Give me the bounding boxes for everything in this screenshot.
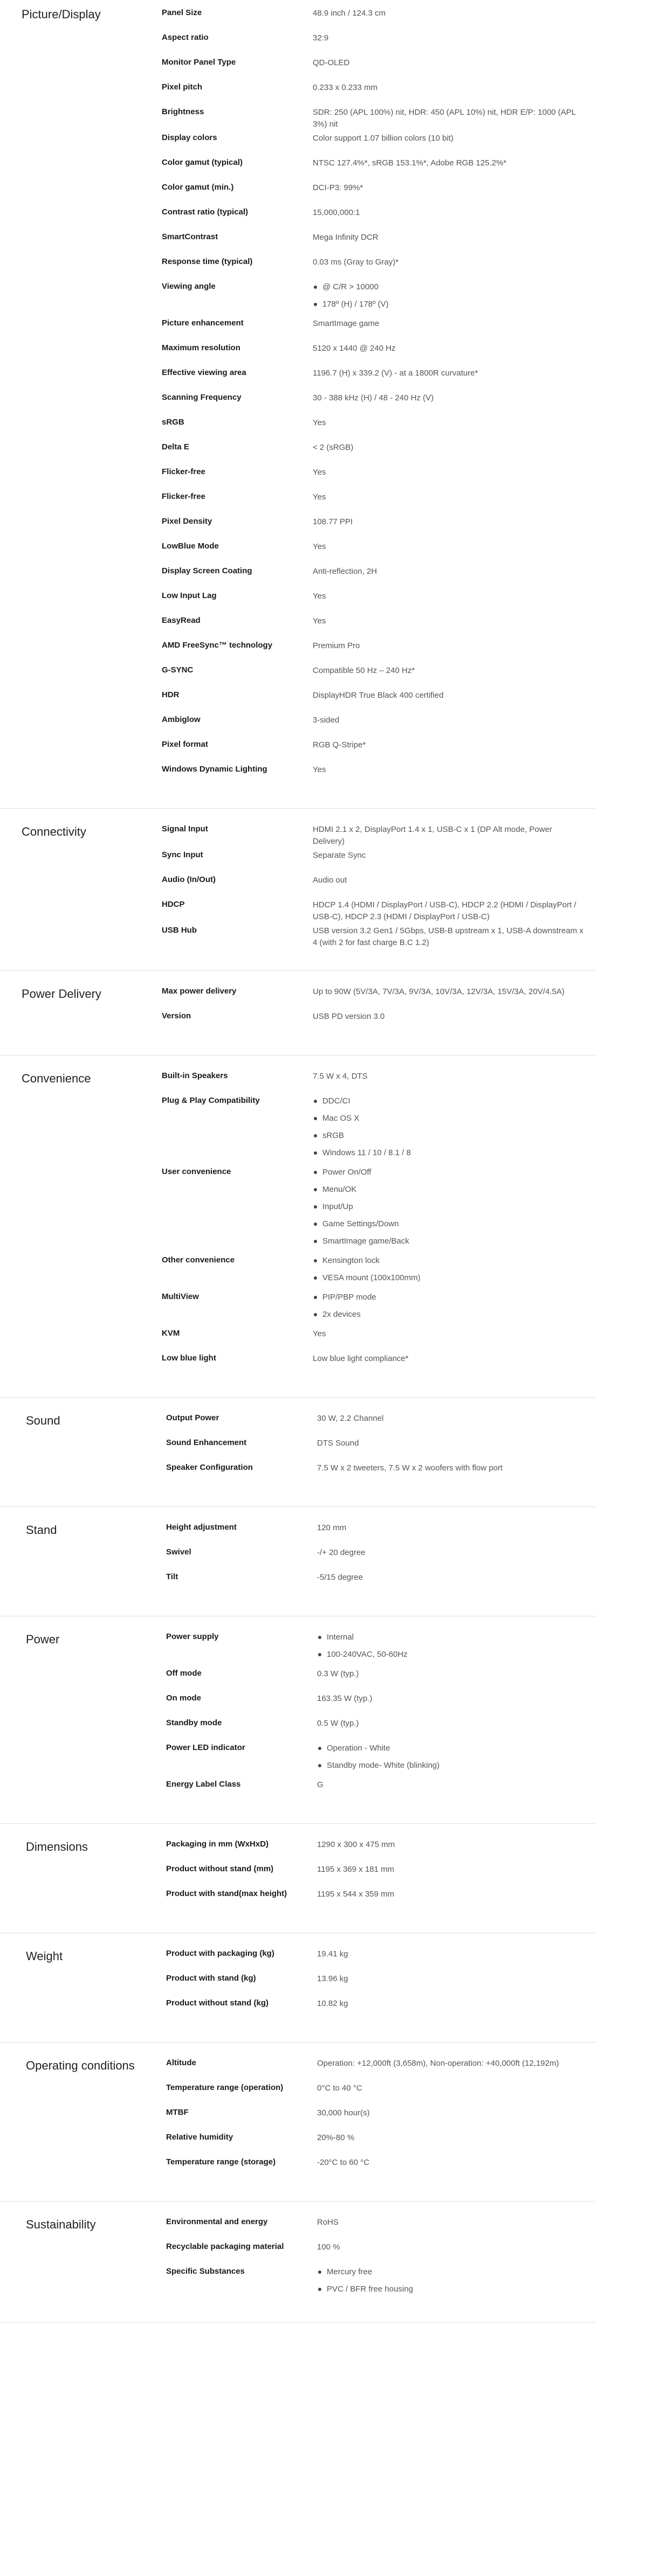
section-title: Operating conditions xyxy=(26,2059,135,2072)
spec-value: 1290 x 300 x 475 mm xyxy=(317,1840,395,1849)
spec-value: Yes xyxy=(313,492,326,502)
spec-value: 7.5 W x 2 tweeters, 7.5 W x 2 woofers with flow port xyxy=(317,1463,503,1473)
spec-value xyxy=(313,1292,596,1326)
spec-label: AMD FreeSync™ technology xyxy=(162,641,273,650)
spec-value: < 2 (sRGB) xyxy=(313,443,354,452)
spec-list-item: @ C/R > 10000 xyxy=(313,281,585,293)
spec-label: Flicker-free xyxy=(162,492,205,501)
spec-value xyxy=(317,1742,596,1777)
spec-row xyxy=(166,1886,596,1911)
section-title: Dimensions xyxy=(26,1840,88,1853)
spec-value: Yes xyxy=(313,765,326,774)
spec-row xyxy=(166,1971,596,1996)
spec-label: User convenience xyxy=(162,1167,231,1176)
section-body xyxy=(162,2202,596,2322)
spec-list-item: Windows 11 / 10 / 8.1 / 8 xyxy=(313,1147,585,1159)
spec-value-list xyxy=(313,1255,585,1284)
spec-row xyxy=(162,1351,596,1376)
spec-label: Max power delivery xyxy=(162,987,237,996)
spec-value xyxy=(313,281,596,316)
spec-label: Pixel format xyxy=(162,740,208,749)
spec-value: Color support 1.07 billion colors (10 bit) xyxy=(313,134,453,143)
section-title: Sound xyxy=(26,1414,60,1427)
spec-row xyxy=(166,2214,596,2239)
spec-row xyxy=(162,130,596,155)
spec-list-item: Operation - White xyxy=(317,1742,585,1754)
spec-row xyxy=(166,1435,596,1460)
spec-label: Altitude xyxy=(166,2058,196,2067)
section-title: Power Delivery xyxy=(22,987,101,1001)
spec-value: 100 % xyxy=(317,2242,340,2252)
section-body xyxy=(162,809,596,970)
spec-row xyxy=(162,1068,596,1093)
spec-label: Panel Size xyxy=(162,8,202,17)
spec-row xyxy=(166,1545,596,1570)
spec-list-item: PIP/PBP mode xyxy=(313,1292,585,1303)
spec-label: Scanning Frequency xyxy=(162,393,242,402)
spec-label: Viewing angle xyxy=(162,282,216,291)
spec-label: EasyRead xyxy=(162,616,201,625)
spec-list-item: Menu/OK xyxy=(313,1184,585,1196)
spec-section-operating-conditions xyxy=(0,2043,596,2202)
spec-row xyxy=(162,923,596,949)
spec-label: Product with stand (kg) xyxy=(166,1974,256,1983)
spec-row xyxy=(166,1946,596,1971)
spec-value-list xyxy=(313,281,585,310)
spec-row xyxy=(162,155,596,180)
spec-value: 0.03 ms (Gray to Gray)* xyxy=(313,258,399,267)
spec-label: Product with packaging (kg) xyxy=(166,1949,274,1958)
spec-list-item: 2x devices xyxy=(313,1309,585,1321)
spec-row xyxy=(166,2264,596,2301)
spec-row xyxy=(166,1740,596,1777)
spec-label: Sound Enhancement xyxy=(166,1438,247,1447)
spec-row xyxy=(162,5,596,30)
spec-list-item: Standby mode- White (blinking) xyxy=(317,1760,585,1772)
spec-row xyxy=(166,1666,596,1691)
spec-section-picture-display xyxy=(0,0,596,809)
spec-value: 15,000,000:1 xyxy=(313,208,360,217)
spec-row xyxy=(162,872,596,897)
spec-value: 13.96 kg xyxy=(317,1974,348,1983)
spec-section-convenience xyxy=(0,1056,596,1398)
spec-row xyxy=(162,984,596,1009)
spec-label: Display colors xyxy=(162,133,217,142)
spec-row xyxy=(166,2056,596,2080)
spec-value: -20°C to 60 °C xyxy=(317,2158,370,2167)
spec-row xyxy=(162,1289,596,1326)
spec-label: USB Hub xyxy=(162,926,197,935)
spec-value: Yes xyxy=(313,1329,326,1338)
spec-value-list xyxy=(313,1167,585,1247)
section-body xyxy=(162,1933,596,2042)
spec-row xyxy=(162,897,596,923)
spec-row xyxy=(162,688,596,712)
spec-list-item: Kensington lock xyxy=(313,1255,585,1267)
spec-row xyxy=(162,762,596,787)
spec-value: Audio out xyxy=(313,876,347,885)
spec-label: Power supply xyxy=(166,1632,219,1641)
spec-label: Tilt xyxy=(166,1572,178,1581)
spec-label: Relative humidity xyxy=(166,2133,233,2142)
spec-row xyxy=(166,1629,596,1666)
spec-row xyxy=(162,1253,596,1289)
section-body xyxy=(162,2043,596,2201)
spec-row xyxy=(166,1460,596,1485)
spec-row xyxy=(162,415,596,440)
spec-list-item: PVC / BFR free housing xyxy=(317,2283,585,2295)
spec-value: 120 mm xyxy=(317,1523,347,1532)
spec-label: Swivel xyxy=(166,1547,191,1557)
spec-value: RGB Q-Stripe* xyxy=(313,740,366,749)
spec-list-item: Power On/Off xyxy=(313,1167,585,1178)
spec-row xyxy=(162,489,596,514)
spec-value xyxy=(313,1167,596,1253)
spec-row xyxy=(166,1777,596,1802)
spec-value: 0°C to 40 °C xyxy=(317,2084,362,2093)
spec-value: USB PD version 3.0 xyxy=(313,1012,385,1021)
section-title: Picture/Display xyxy=(22,8,101,21)
spec-label: Pixel pitch xyxy=(162,82,203,92)
spec-section-stand xyxy=(0,1507,596,1616)
spec-label: Off mode xyxy=(166,1669,202,1678)
spec-row xyxy=(162,316,596,341)
section-body xyxy=(162,1616,596,1823)
spec-value: G xyxy=(317,1780,324,1789)
spec-value: 32:9 xyxy=(313,33,329,43)
spec-value: Yes xyxy=(313,616,326,626)
section-title: Weight xyxy=(26,1949,63,1963)
spec-row xyxy=(162,55,596,80)
spec-label: Temperature range (storage) xyxy=(166,2157,276,2167)
spec-value: 7.5 W x 4, DTS xyxy=(313,1072,368,1081)
spec-value xyxy=(313,1095,596,1164)
spec-label: Power LED indicator xyxy=(166,1743,245,1752)
spec-row xyxy=(162,638,596,663)
spec-section-power-delivery xyxy=(0,971,596,1056)
spec-value: 163.35 W (typ.) xyxy=(317,1694,373,1703)
spec-row xyxy=(162,390,596,415)
spec-label: SmartContrast xyxy=(162,232,218,241)
spec-label: Picture enhancement xyxy=(162,318,244,328)
spec-section-weight xyxy=(0,1933,596,2043)
spec-value: SmartImage game xyxy=(313,319,380,328)
spec-value: DTS Sound xyxy=(317,1439,359,1448)
spec-row xyxy=(162,30,596,55)
spec-value-list xyxy=(317,2266,585,2295)
spec-value: 30 - 388 kHz (H) / 48 - 240 Hz (V) xyxy=(313,393,434,402)
spec-value: DisplayHDR True Black 400 certified xyxy=(313,691,444,700)
spec-value: Yes xyxy=(313,592,326,601)
spec-row xyxy=(162,1164,596,1253)
spec-value-list xyxy=(317,1742,585,1772)
spec-row xyxy=(162,588,596,613)
spec-row xyxy=(162,80,596,105)
spec-row xyxy=(162,712,596,737)
spec-label: Low blue light xyxy=(162,1353,216,1363)
spec-list-item: Game Settings/Down xyxy=(313,1218,585,1230)
spec-row xyxy=(162,464,596,489)
spec-value-list xyxy=(313,1095,585,1159)
spec-value: 0.3 W (typ.) xyxy=(317,1669,359,1678)
section-body xyxy=(162,971,596,1055)
spec-value: Operation: +12,000ft (3,658m), Non-operation: +40,000ft (12,192m) xyxy=(317,2059,559,2068)
spec-label: Built-in Speakers xyxy=(162,1071,228,1080)
spec-value: 3-sided xyxy=(313,716,340,725)
spec-value: Mega Infinity DCR xyxy=(313,233,378,242)
spec-value: Low blue light compliance* xyxy=(313,1354,409,1363)
spec-row xyxy=(166,2080,596,2105)
spec-list-item: Mercury free xyxy=(317,2266,585,2278)
spec-label: Low Input Lag xyxy=(162,591,217,600)
spec-row xyxy=(162,205,596,230)
spec-list-item: DDC/CI xyxy=(313,1095,585,1107)
spec-list-item: Internal xyxy=(317,1631,585,1643)
spec-value: 108.77 PPI xyxy=(313,517,353,526)
spec-value: 1195 x 369 x 181 mm xyxy=(317,1865,395,1874)
spec-row xyxy=(166,1411,596,1435)
spec-row xyxy=(162,440,596,464)
spec-label: Specific Substances xyxy=(166,2267,245,2276)
spec-section-connectivity xyxy=(0,809,596,971)
spec-value: 10.82 kg xyxy=(317,1999,348,2008)
spec-label: Recyclable packaging material xyxy=(166,2242,284,2251)
spec-row xyxy=(162,341,596,365)
spec-label: Response time (typical) xyxy=(162,257,253,266)
section-body xyxy=(162,1507,596,1616)
spec-value: RoHS xyxy=(317,2218,339,2227)
spec-row xyxy=(166,1520,596,1545)
spec-label: Other convenience xyxy=(162,1255,235,1265)
spec-row xyxy=(166,2130,596,2155)
spec-value xyxy=(313,1255,596,1289)
spec-label: Signal Input xyxy=(162,824,208,834)
spec-row xyxy=(162,1093,596,1164)
spec-list-item: 100-240VAC, 50-60Hz xyxy=(317,1649,585,1661)
spec-row xyxy=(162,1009,596,1033)
spec-value-list xyxy=(313,1292,585,1321)
spec-label: Height adjustment xyxy=(166,1523,237,1532)
spec-list-item: 178º (H) / 178º (V) xyxy=(313,298,585,310)
spec-label: Temperature range (operation) xyxy=(166,2083,284,2092)
spec-value: Yes xyxy=(313,418,326,427)
spec-label: Product without stand (mm) xyxy=(166,1864,274,1873)
spec-value: Yes xyxy=(313,542,326,551)
spec-row xyxy=(162,230,596,254)
spec-value: Separate Sync xyxy=(313,851,366,860)
spec-label: Plug & Play Compatibility xyxy=(162,1096,260,1105)
spec-label: Windows Dynamic Lighting xyxy=(162,765,267,774)
spec-row xyxy=(166,1570,596,1594)
spec-label: On mode xyxy=(166,1693,202,1703)
spec-value: 1196.7 (H) x 339.2 (V) - at a 1800R curvature* xyxy=(313,369,478,378)
spec-section-dimensions xyxy=(0,1824,596,1933)
spec-row xyxy=(166,1691,596,1716)
spec-label: Effective viewing area xyxy=(162,368,246,377)
spec-section-power xyxy=(0,1616,596,1824)
spec-row xyxy=(166,2105,596,2130)
spec-row xyxy=(162,1326,596,1351)
spec-label: Packaging in mm (WxHxD) xyxy=(166,1839,269,1849)
spec-label: Color gamut (min.) xyxy=(162,183,234,192)
spec-list-item: Mac OS X xyxy=(313,1113,585,1124)
spec-row xyxy=(166,1996,596,2020)
section-title: Sustainability xyxy=(26,2218,96,2231)
spec-label: HDCP xyxy=(162,900,185,909)
spec-row xyxy=(162,564,596,588)
spec-value: Anti-reflection, 2H xyxy=(313,567,377,576)
spec-label: Output Power xyxy=(166,1413,219,1422)
spec-row xyxy=(162,105,596,130)
spec-label: LowBlue Mode xyxy=(162,541,219,551)
spec-label: HDR xyxy=(162,690,180,699)
spec-list-item: Input/Up xyxy=(313,1201,585,1213)
spec-label: Speaker Configuration xyxy=(166,1463,253,1472)
spec-label: Monitor Panel Type xyxy=(162,58,236,67)
spec-row xyxy=(162,279,596,316)
spec-label: Product without stand (kg) xyxy=(166,1998,269,2008)
spec-row xyxy=(162,848,596,872)
spec-row xyxy=(162,539,596,564)
spec-label: Display Screen Coating xyxy=(162,566,252,575)
spec-value: SDR: 250 (APL 100%) nit, HDR: 450 (APL 10%) nit, HDR E/P: 1000 (APL 3%) nit xyxy=(313,108,576,129)
spec-value: Premium Pro xyxy=(313,641,360,650)
spec-value: Compatible 50 Hz – 240 Hz* xyxy=(313,666,415,675)
spec-label: MTBF xyxy=(166,2108,189,2117)
spec-label: Pixel Density xyxy=(162,517,212,526)
spec-label: Audio (In/Out) xyxy=(162,875,216,884)
spec-section-sound xyxy=(0,1398,596,1507)
spec-value: 5120 x 1440 @ 240 Hz xyxy=(313,344,396,353)
section-title: Power xyxy=(26,1633,60,1646)
spec-row xyxy=(162,822,596,848)
spec-label: G-SYNC xyxy=(162,665,194,675)
spec-label: Flicker-free xyxy=(162,467,205,476)
spec-value: HDMI 2.1 x 2, DisplayPort 1.4 x 1, USB-C x 1 (DP Alt mode, Power Delivery) xyxy=(313,825,553,846)
spec-value-list xyxy=(317,1631,585,1661)
spec-value: 1195 x 544 x 359 mm xyxy=(317,1890,395,1899)
spec-value: DCI-P3: 99%* xyxy=(313,183,363,192)
spec-label: Standby mode xyxy=(166,1718,222,1727)
spec-row xyxy=(162,613,596,638)
spec-label: Delta E xyxy=(162,442,189,452)
section-title: Connectivity xyxy=(22,825,86,838)
spec-row xyxy=(162,365,596,390)
spec-label: Environmental and energy xyxy=(166,2217,268,2226)
spec-value xyxy=(317,1631,596,1666)
section-body xyxy=(162,1824,596,1933)
spec-value: Up to 90W (5V/3A, 7V/3A, 9V/3A, 10V/3A, 12V/3A, 15V/3A, 20V/4.5A) xyxy=(313,987,565,996)
spec-value: USB version 3.2 Gen1 / 5Gbps, USB-B upstream x 1, USB-A downstream x 4 (with 2 for fast charge B.C 1.2) xyxy=(313,926,583,947)
spec-value xyxy=(317,2266,596,2301)
spec-value: 48.9 inch / 124.3 cm xyxy=(313,9,386,18)
spec-row xyxy=(166,1837,596,1862)
spec-list-item: sRGB xyxy=(313,1130,585,1142)
spec-value: -/+ 20 degree xyxy=(317,1548,366,1557)
spec-value: 0.5 W (typ.) xyxy=(317,1719,359,1728)
spec-row xyxy=(162,180,596,205)
spec-list-item: VESA mount (100x100mm) xyxy=(313,1272,585,1284)
spec-label: MultiView xyxy=(162,1292,199,1301)
spec-label: Sync Input xyxy=(162,850,203,859)
spec-label: sRGB xyxy=(162,418,184,427)
spec-value: 0.233 x 0.233 mm xyxy=(313,83,378,92)
spec-value: NTSC 127.4%*, sRGB 153.1%*, Adobe RGB 125.2%* xyxy=(313,158,507,168)
spec-value: 30,000 hour(s) xyxy=(317,2108,370,2117)
spec-value: 20%-80 % xyxy=(317,2133,355,2142)
section-body xyxy=(162,1056,596,1397)
spec-row xyxy=(162,514,596,539)
spec-row xyxy=(162,737,596,762)
spec-value: Yes xyxy=(313,468,326,477)
section-body xyxy=(162,1398,596,1506)
spec-value: -5/15 degree xyxy=(317,1573,363,1582)
spec-row xyxy=(166,2239,596,2264)
spec-row xyxy=(166,2155,596,2179)
spec-label: Contrast ratio (typical) xyxy=(162,207,249,217)
section-title: Convenience xyxy=(22,1072,91,1085)
spec-list-item: SmartImage game/Back xyxy=(313,1235,585,1247)
section-body xyxy=(162,0,596,808)
spec-value: 19.41 kg xyxy=(317,1949,348,1959)
spec-label: Ambiglow xyxy=(162,715,201,724)
spec-value: HDCP 1.4 (HDMI / DisplayPort / USB-C), HDCP 2.2 (HDMI / DisplayPort / USB-C), HDCP 2.3 (HDMI / DisplayPort / USB-C) xyxy=(313,900,576,921)
spec-label: Energy Label Class xyxy=(166,1780,241,1789)
spec-label: Brightness xyxy=(162,107,204,116)
spec-section-sustainability xyxy=(0,2202,596,2323)
spec-value: 30 W, 2.2 Channel xyxy=(317,1414,384,1423)
spec-label: Version xyxy=(162,1011,191,1020)
spec-label: KVM xyxy=(162,1329,180,1338)
spec-label: Color gamut (typical) xyxy=(162,158,243,167)
spec-value: QD-OLED xyxy=(313,58,350,67)
section-title: Stand xyxy=(26,1523,57,1537)
spec-row xyxy=(166,1862,596,1886)
spec-row xyxy=(162,663,596,688)
spec-label: Product with stand(max height) xyxy=(166,1889,287,1898)
spec-row xyxy=(162,254,596,279)
spec-row xyxy=(166,1716,596,1740)
spec-label: Aspect ratio xyxy=(162,33,209,42)
spec-label: Maximum resolution xyxy=(162,343,240,352)
